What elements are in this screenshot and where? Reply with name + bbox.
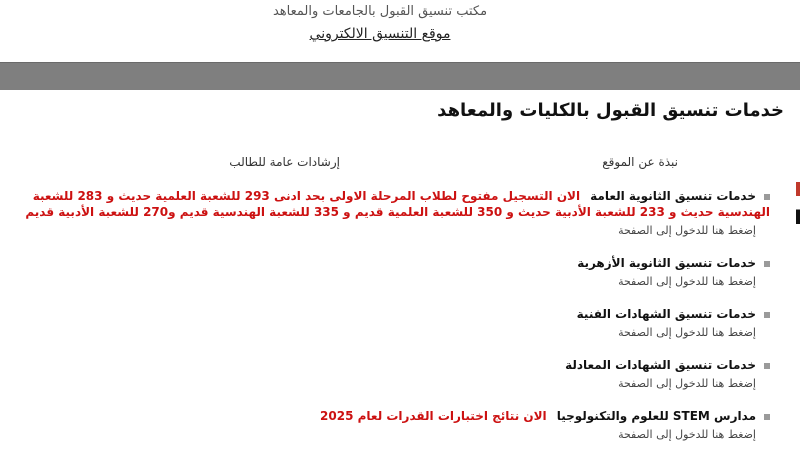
service-notice: الان التسجيل مفتوح لطلاب المرحلة الاولى بحد ادنى 293 للشعبة العلمية حديث و 283 للشعبة الهندسية حديث و 233 للشعبة الأدبية حديث و 350 للشعبة العلمية قديم و 335 للشعبة الهندسية قديم و270 للشعبة الأدبية قديم xyxy=(25,189,770,219)
service-title[interactable]: خدمات تنسيق الثانوية الأزهرية xyxy=(577,256,756,270)
enter-page-link[interactable]: إضغط هنا للدخول إلى الصفحة xyxy=(618,377,756,390)
service-item-azhar xyxy=(0,256,770,289)
services-list xyxy=(0,188,770,450)
nav-bar xyxy=(0,62,800,90)
enter-page-link[interactable]: إضغط هنا للدخول إلى الصفحة xyxy=(618,428,756,441)
bullet-icon xyxy=(764,414,770,420)
site-header xyxy=(0,0,800,62)
bullet-icon xyxy=(764,363,770,369)
enter-page-link[interactable]: إضغط هنا للدخول إلى الصفحة xyxy=(618,275,756,288)
flag-strip xyxy=(796,182,800,224)
service-item-stem xyxy=(0,409,770,442)
service-title[interactable]: خدمات تنسيق الثانوية العامة xyxy=(590,189,756,203)
bullet-icon xyxy=(764,261,770,267)
enter-page-link[interactable]: إضغط هنا للدخول إلى الصفحة xyxy=(618,224,756,237)
service-item-thanaweya xyxy=(0,188,770,238)
page-title: خدمات تنسيق القبول بالكليات والمعاهد xyxy=(437,100,784,121)
site-link[interactable]: موقع التنسيق الالكتروني xyxy=(309,26,451,42)
office-name: مكتب تنسيق القبول بالجامعات والمعاهد xyxy=(272,4,488,19)
student-guidance-link[interactable]: إرشادات عامة للطالب xyxy=(229,155,340,169)
service-notice: الان نتائج اختبارات القدرات لعام 2025 xyxy=(320,409,547,423)
about-site-link[interactable]: نبذة عن الموقع xyxy=(602,155,678,169)
service-item-equivalent xyxy=(0,358,770,391)
service-item-technical xyxy=(0,307,770,340)
service-title[interactable]: مدارس STEM للعلوم والتكنولوجيا xyxy=(556,409,756,423)
service-title[interactable]: خدمات تنسيق الشهادات الفنية xyxy=(576,307,756,321)
bullet-icon xyxy=(764,194,770,200)
bullet-icon xyxy=(764,312,770,318)
enter-page-link[interactable]: إضغط هنا للدخول إلى الصفحة xyxy=(618,326,756,339)
service-title[interactable]: خدمات تنسيق الشهادات المعادلة xyxy=(565,358,756,372)
